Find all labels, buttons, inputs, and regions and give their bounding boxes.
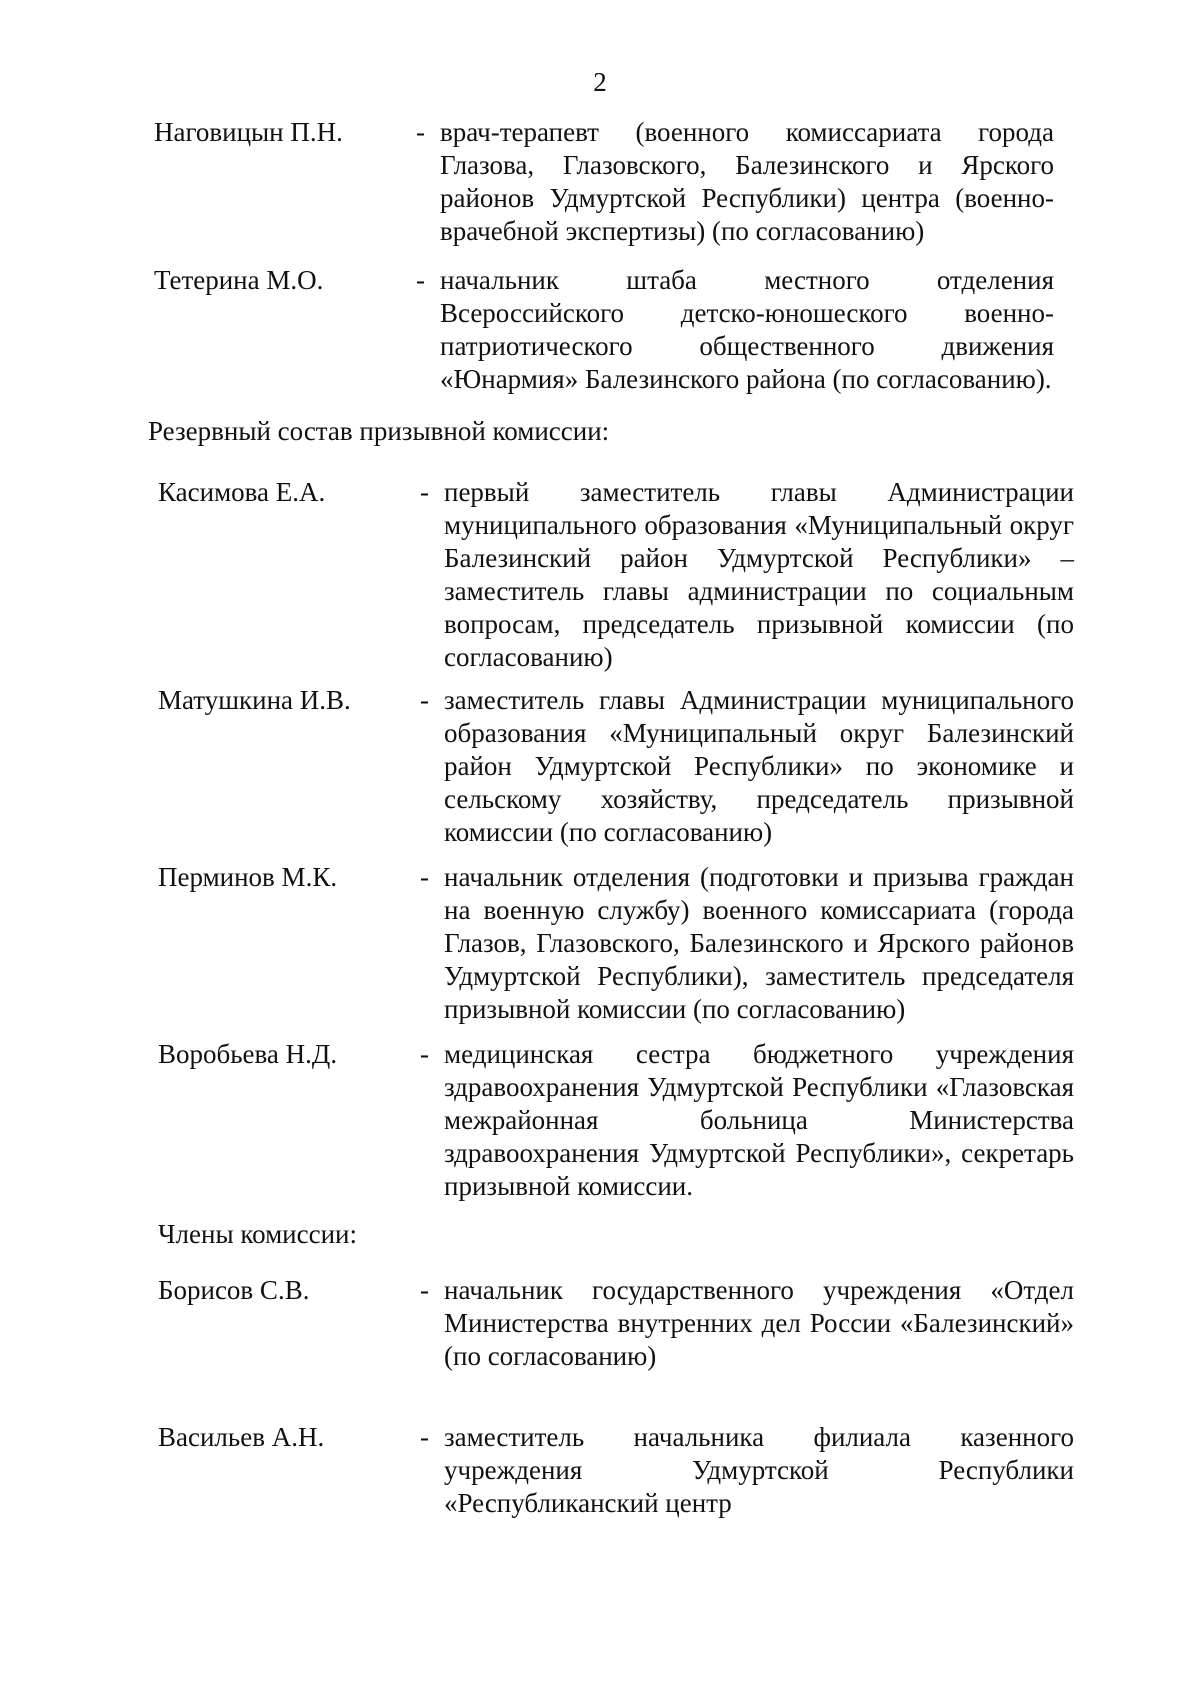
member-description: начальник штаба местного отделения Всероссийского детско-юношеского военно-патриотического общественного движения «Юнармия» Балезинского района (по согласованию). xyxy=(440,265,1054,394)
section-heading-reserve: Резервный состав призывной комиссии: xyxy=(148,416,610,446)
page-number: 2 xyxy=(593,67,607,97)
member-description: первый заместитель главы Администрации муниципального образования «Муниципальный округ Балезинский район Удмуртской Республики» – заместитель главы администрации по социальным вопросам, председатель призывной комиссии (по согласованию) xyxy=(444,477,1074,672)
member-description: начальник отделения (подготовки и призыва граждан на военную службу) военного комиссариата (города Глазов, Глазовского, Балезинского и Ярского районов Удмуртской Республики), заместитель председателя призывной комиссии (по согласованию) xyxy=(444,862,1074,1024)
dash: - xyxy=(420,1422,429,1452)
member-name: Воробьева Н.Д. xyxy=(158,1039,338,1069)
dash: - xyxy=(420,477,429,507)
dash: - xyxy=(420,862,429,892)
dash: - xyxy=(420,685,429,715)
dash: - xyxy=(416,265,425,295)
dash: - xyxy=(420,1275,429,1305)
member-name: Матушкина И.В. xyxy=(158,685,351,715)
member-name: Васильев А.Н. xyxy=(158,1422,325,1452)
member-name: Наговицын П.Н. xyxy=(154,117,343,147)
section-heading-members: Члены комиссии: xyxy=(158,1219,357,1249)
member-description: начальник государственного учреждения «Отдел Министерства внутренних дел России «Балезинский» (по согласованию) xyxy=(444,1275,1074,1371)
member-description: заместитель начальника филиала казенного учреждения Удмуртской Республики «Республиканский центр xyxy=(444,1422,1074,1518)
dash: - xyxy=(416,117,425,147)
dash: - xyxy=(420,1039,429,1069)
member-description: заместитель главы Администрации муниципального образования «Муниципальный округ Балезинский район Удмуртской Республики» по экономике и сельскому хозяйству, председатель призывной комиссии (по согласованию) xyxy=(444,685,1074,847)
member-name: Касимова Е.А. xyxy=(158,477,326,507)
member-description: врач-терапевт (военного комиссариата города Глазова, Глазовского, Балезинского и Ярского районов Удмуртской Республики) центра (военно-врачебной экспертизы) (по согласованию) xyxy=(440,117,1054,246)
member-description: медицинская сестра бюджетного учреждения здравоохранения Удмуртской Республики «Глазовская межрайонная больница Министерства здравоохранения Удмуртской Республики», секретарь призывной комиссии. xyxy=(444,1039,1074,1201)
member-name: Перминов М.К. xyxy=(158,862,338,892)
member-name: Тетерина М.О. xyxy=(154,265,324,295)
member-name: Борисов С.В. xyxy=(158,1275,310,1305)
